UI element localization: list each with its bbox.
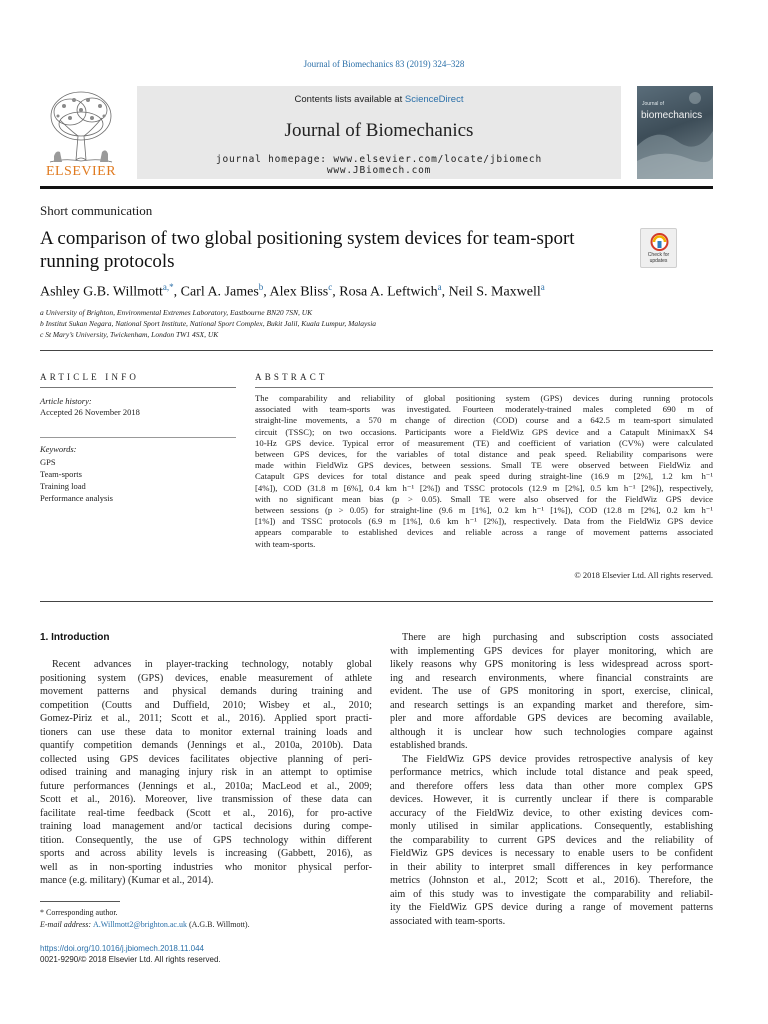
author-list bbox=[40, 282, 720, 301]
check-for-updates-label: Check for updates bbox=[647, 252, 670, 264]
issn-copyright: 0021-9290/© 2018 Elsevier Ltd. All rights reserved. bbox=[40, 955, 221, 964]
keywords-list bbox=[40, 456, 113, 504]
article-type: Short communication bbox=[40, 203, 153, 218]
body-text-line: Gomez-Piriz et al., 2011; Scott et al., 2016). Applied sport practi- bbox=[40, 713, 372, 724]
abstract-line: between GPS devices, for the variables of total distance and peak speed. Reliability comparisons were bbox=[255, 449, 713, 460]
body-text-line: established brands. bbox=[390, 740, 468, 751]
homepage-line-1[interactable]: journal homepage: www.elsevier.com/locate/jbiomech bbox=[216, 154, 542, 165]
body-text-line: quantify competition demands (Jennings et al., 2010a, 2010b). Data bbox=[40, 740, 372, 751]
author-separator: , bbox=[173, 284, 181, 300]
abstract-line: The comparability and reliability of global positioning system (GPS) devices during running protocols bbox=[255, 393, 713, 403]
abstract-rule bbox=[255, 387, 713, 388]
contents-prefix: Contents lists available at bbox=[294, 94, 405, 105]
body-text-line: FieldWiz GPS devices is necessary to enable users to be confident bbox=[390, 848, 713, 859]
body-text-line: although it is unclear how such technologies compare against bbox=[390, 726, 713, 738]
corresponding-author-note: * Corresponding author. bbox=[40, 908, 118, 917]
body-text-line: monly utilised in similar applications. Consequently, establishing bbox=[390, 821, 713, 832]
author-affiliation-marker[interactable]: a bbox=[437, 282, 442, 292]
contents-line bbox=[137, 94, 621, 105]
email-link[interactable]: A.Willmott2@brighton.ac.uk bbox=[93, 920, 187, 929]
article-history-label: Article history: bbox=[40, 396, 92, 406]
abstract-heading: ABSTRACT bbox=[255, 372, 328, 382]
article-title-line-1: A comparison of two global positioning system devices for team-sport bbox=[40, 228, 575, 249]
affiliation-a: a University of Brighton, Environmental Extremes Laboratory, Eastbourne BN20 7SN, UK bbox=[40, 308, 313, 317]
body-text-line: sports and across ability levels is increasing (Gabbett, 2016), as bbox=[40, 848, 372, 859]
affiliation-c: c St Mary’s University, Twickenham, London TW1 4SX, UK bbox=[40, 330, 219, 339]
author-affiliation-marker[interactable]: a,* bbox=[162, 282, 174, 292]
body-text-line: pler and more affordable GPS devices are becoming available, bbox=[390, 713, 713, 724]
body-text-line: facilitate real-time feedback (Scott et al., 2016), for pro-active bbox=[40, 807, 372, 819]
body-column-left bbox=[40, 658, 372, 888]
email-suffix: (A.G.B. Willmott). bbox=[186, 920, 250, 929]
body-text-line: evident. The use of GPS monitoring in sport, exercise, clinical, bbox=[390, 686, 713, 697]
article-info-heading: ARTICLE INFO bbox=[40, 372, 140, 382]
author-affiliation-marker[interactable]: c bbox=[328, 282, 333, 292]
body-text-line: future performances (Jennings et al., 2010a; MacLeod et al., 2009; bbox=[40, 780, 372, 792]
body-text-line: collected using GPS devices facilitates objective planning of peri- bbox=[40, 753, 372, 765]
introduction-heading: 1. Introduction bbox=[40, 632, 110, 643]
abstract-line: with no significant mean bias (p > 0.05). Small TE were also observed for the FieldWiz GPS device bbox=[255, 493, 713, 504]
abstract-line: [1%]) and TSSC protocols (6.9 m [1%], 0.6 km h⁻¹ [2%]), respectively. Data from the FieldWiz GPS device bbox=[255, 516, 713, 527]
journal-homepage bbox=[137, 154, 621, 176]
abstract-line: straight-line movements, a 570 m change of direction (COD) course and a 642.5 m team-sport simulated bbox=[255, 415, 713, 426]
body-text-line: well as in non-sporting industries who monitor physical perfor- bbox=[40, 861, 372, 873]
keyword-item: Team-sports bbox=[40, 469, 82, 479]
body-text-line: devices. However, it is currently unclear if there is comparable bbox=[390, 794, 713, 805]
article-history-value: Accepted 26 November 2018 bbox=[40, 407, 140, 417]
author-affiliation-marker[interactable]: b bbox=[258, 282, 264, 292]
body-text-line: positioning system (GPS) devices, enable measurement of athlete bbox=[40, 672, 372, 684]
abstract-copyright: © 2018 Elsevier Ltd. All rights reserved. bbox=[574, 570, 713, 580]
body-text-line: performance metrics, which include total distance and peak speed, bbox=[390, 767, 713, 778]
header-rule bbox=[40, 186, 713, 189]
article-info-rule bbox=[40, 387, 236, 388]
abstract-line: [4%]), COD (31.8 m [6%], 0.4 km h⁻¹ [2%]) and TSSC protocols (12.9 m [2%], 0.5 km h⁻¹ [2%]), respectively, bbox=[255, 482, 713, 493]
cover-pattern bbox=[637, 86, 713, 179]
body-text-line: and research settings is an expanding market and therefore, sim- bbox=[390, 699, 713, 711]
elsevier-wordmark: ELSEVIER bbox=[45, 164, 117, 179]
author-name[interactable]: Ashley G.B. Willmott bbox=[40, 284, 163, 300]
author-separator: , bbox=[332, 284, 340, 300]
journal-reference-link[interactable]: Journal of Biomechanics 83 (2019) 324–328 bbox=[303, 59, 465, 69]
homepage-line-2[interactable]: www.JBiomech.com bbox=[326, 165, 432, 176]
cover-small-text: Journal of bbox=[642, 101, 664, 107]
abstract-line: circuit (TSSC); on two occasions. Participants wore a FieldWiz GPS device and a Catapult MinimaxX S4 bbox=[255, 426, 713, 437]
author-name[interactable]: Rosa A. Leftwich bbox=[339, 284, 438, 300]
author-name[interactable]: Alex Bliss bbox=[269, 284, 329, 300]
body-text-line: likely reasons why GPS monitoring is less widespread across sport- bbox=[390, 659, 713, 670]
article-title bbox=[40, 227, 610, 273]
email-label: E-mail address: bbox=[40, 920, 94, 929]
body-text-line: tioners can use these data to monitor external training loads and bbox=[40, 726, 372, 738]
body-text-line: Recent advances in player-tracking technology, notably global bbox=[52, 659, 372, 670]
abstract-body bbox=[255, 393, 713, 550]
abstract-line: made within FieldWiz GPS devices, between sessions. Small TE were observed between FieldWiz and bbox=[255, 460, 713, 471]
body-text-line: the comparability to current GPS devices and the reliability of bbox=[390, 834, 713, 846]
body-text-line: aim of this study was to investigate the comparability and reliabil- bbox=[390, 888, 713, 900]
body-text-line: training load management and/or tactical decisions during compe- bbox=[40, 821, 372, 832]
author-name[interactable]: Carl A. James bbox=[180, 284, 259, 300]
abstract-line: associated with team-sports was investigated. Fourteen moderately-trained males completed 690 m of bbox=[255, 404, 713, 415]
keywords-rule bbox=[40, 437, 236, 438]
body-text-line: in their ability to interpret small differences in key performance bbox=[390, 861, 713, 873]
footnote-rule bbox=[40, 901, 120, 902]
body-text-line: mance (e.g. military) (Kumar et al., 2014). bbox=[40, 875, 214, 886]
author-affiliation-marker[interactable]: a bbox=[540, 282, 545, 292]
corresponding-email bbox=[40, 920, 250, 929]
journal-cover-image[interactable] bbox=[637, 86, 713, 179]
keyword-item: GPS bbox=[40, 457, 56, 467]
body-text-line: odised training and managing injury risk in an attempt to optimise bbox=[40, 767, 372, 778]
body-text-line: movement patterns and physical demands during training and bbox=[40, 686, 372, 697]
body-text-line: ity the FieldWiz GPS device during a range of movement patterns bbox=[390, 902, 713, 913]
crossmark-icon bbox=[641, 229, 678, 253]
body-text-line: with implementing GPS devices for player monitoring, which are bbox=[390, 645, 713, 657]
abstract-line: 10-Hz GPS device. Typical error of measurement (TE) and coefficient of variation (CV%) were calculated bbox=[255, 437, 713, 448]
doi-link[interactable]: https://doi.org/10.1016/j.jbiomech.2018.11.044 bbox=[40, 944, 204, 953]
abstract-line: Catapult GPS devices for total distance and peak speed during straight-line (16.9 m [2%], 1.2 km h⁻¹ bbox=[255, 471, 713, 482]
author-name[interactable]: Neil S. Maxwell bbox=[448, 284, 541, 300]
keyword-item: Performance analysis bbox=[40, 493, 113, 503]
journal-title: Journal of Biomechanics bbox=[284, 120, 474, 141]
body-text-line: accuracy of the FieldWiz device, to other existing devices com- bbox=[390, 807, 713, 819]
article-title-line-2: running protocols bbox=[40, 251, 175, 272]
body-text-line: The FieldWiz GPS device provides retrospective analysis of key bbox=[402, 753, 713, 765]
body-text-line: metrics (Johnston et al., 2012; Scott et al., 2016). Therefore, the bbox=[390, 875, 713, 886]
abstract-line: with team-sports. bbox=[255, 538, 316, 549]
body-rule bbox=[40, 601, 713, 602]
affiliation-b: b Institut Sukan Negara, National Sport Institute, National Sport Complex, Bukit Jalil, Kuala Lumpur, Malaysia bbox=[40, 319, 377, 328]
body-text-line: tition. Consequently, the use of GPS technology within different bbox=[40, 834, 372, 846]
body-text-line: There are high purchasing and subscription costs associated bbox=[402, 632, 713, 643]
keyword-item: Training load bbox=[40, 481, 86, 491]
keywords-label: Keywords: bbox=[40, 444, 77, 454]
body-text-line: associated with team-sports. bbox=[390, 915, 506, 927]
body-column-right bbox=[390, 631, 713, 928]
author-separator: , bbox=[263, 284, 270, 300]
abstract-line: appears comparable to established devices and reliable across a range of movement patterns associated bbox=[255, 527, 713, 538]
front-matter-rule bbox=[40, 350, 713, 351]
author-separator: , bbox=[441, 284, 449, 300]
body-text-line: ing and research environments, where financial constraints are bbox=[390, 672, 713, 684]
body-text-line: competition (Coutts and Duffield, 2010; Wisbey et al., 2010; bbox=[40, 699, 372, 711]
body-text-line: Scott et al., 2016). Moreover, live transmission of these data can bbox=[40, 794, 372, 805]
body-text-line: and therefore offers less data than other more complex GPS bbox=[390, 780, 713, 792]
abstract-line: between sessions (p > 0.05) for straight-line (9.6 m [1%], 0.2 km h⁻¹ [1%]), COD (12.8 m [2%], 0.2 km h⁻¹ bbox=[255, 505, 713, 516]
cover-title: biomechanics bbox=[641, 110, 703, 121]
sciencedirect-link[interactable]: ScienceDirect bbox=[404, 94, 464, 105]
